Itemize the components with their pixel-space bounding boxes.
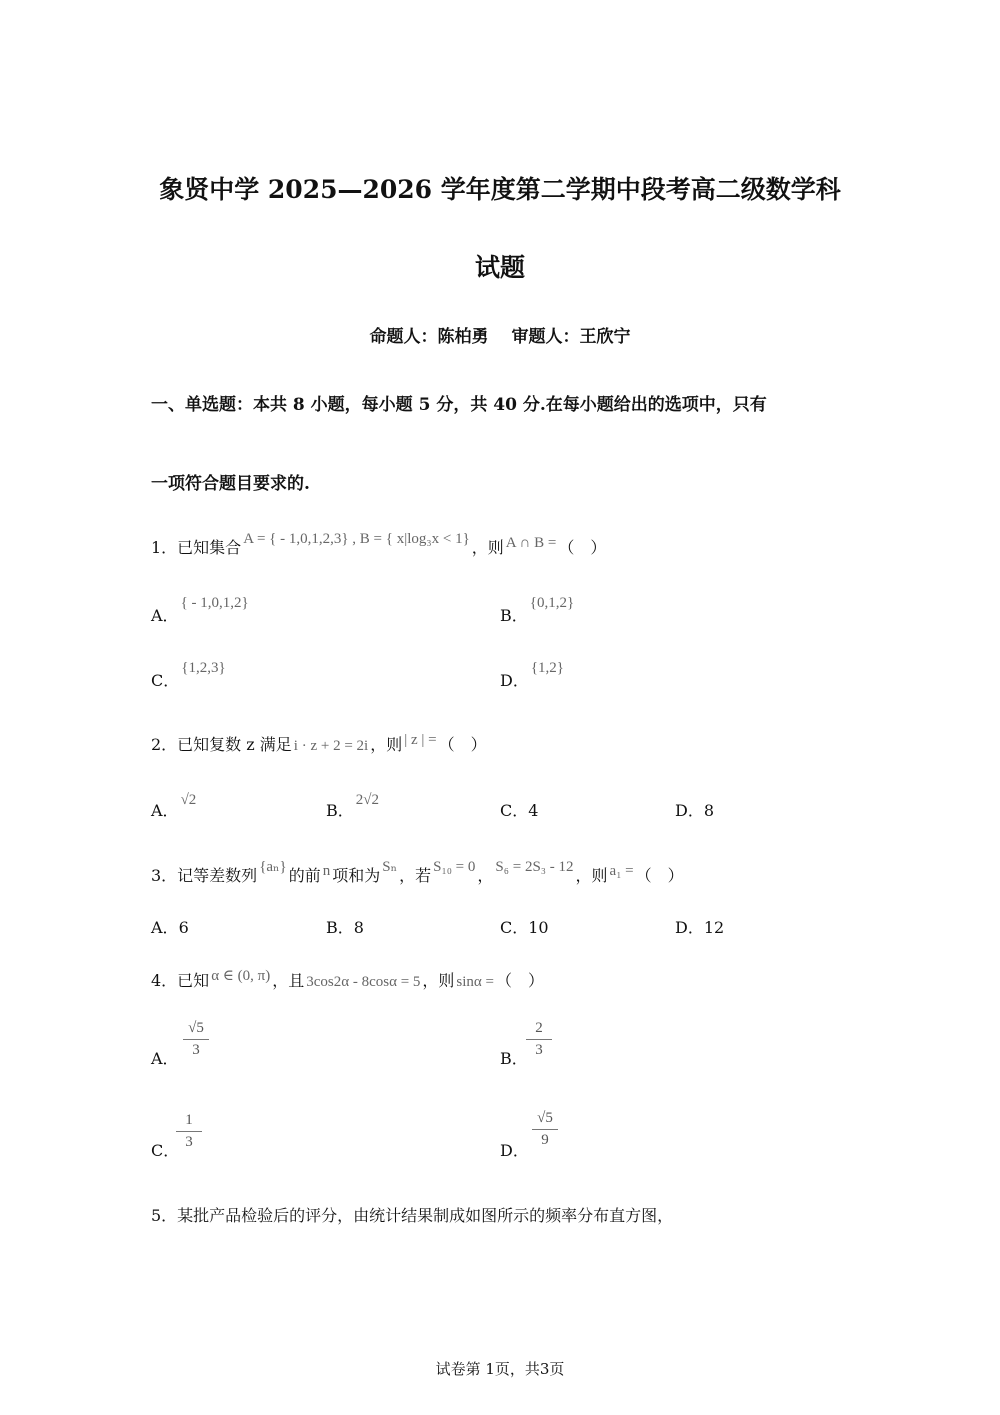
question-4-prefix: 4．已知 bbox=[151, 971, 210, 990]
fraction-numerator: 1 bbox=[176, 1112, 202, 1132]
section-heading-line2: 一项符合题目要求的. bbox=[151, 474, 310, 494]
question-3-text: ，若 bbox=[399, 866, 432, 885]
fraction-numerator: √5 bbox=[183, 1020, 209, 1040]
option-value: 2√2 bbox=[355, 792, 379, 808]
question-2-option-b bbox=[326, 792, 381, 821]
question-4-option-b-fraction bbox=[526, 1020, 552, 1059]
question-4-math-equation: 3cos2α - 8cosα = 5 bbox=[306, 974, 421, 990]
question-3-text: 项和为 bbox=[332, 866, 381, 885]
option-value: 6 bbox=[178, 918, 189, 937]
question-3-prefix: 3．记等差数列 bbox=[151, 866, 258, 885]
question-2-option-c bbox=[500, 798, 538, 821]
question-1-option-b bbox=[500, 595, 576, 626]
question-3-math-n: n bbox=[322, 863, 331, 879]
author-line: 命题人：陈柏勇 审题人：王欣宁 bbox=[369, 327, 631, 347]
question-1-math-intersection: A ∩ B = bbox=[505, 535, 557, 551]
option-value: 8 bbox=[703, 801, 715, 820]
question-1-option-a bbox=[151, 595, 251, 626]
question-3-option-c bbox=[500, 915, 549, 938]
page-footer: 试卷第 1页，共3页 bbox=[435, 1360, 565, 1378]
option-value: {0,1,2} bbox=[529, 595, 575, 611]
question-4-option-d-fraction bbox=[532, 1110, 558, 1149]
question-2-suffix: （ ） bbox=[438, 735, 487, 754]
question-2 bbox=[151, 732, 487, 755]
question-3-math-a1: a₁ = bbox=[609, 863, 634, 879]
question-4-math-sin: sinα = bbox=[456, 974, 494, 990]
fraction-numerator: 2 bbox=[526, 1020, 552, 1040]
question-4-option-c-label: C． bbox=[151, 1141, 180, 1160]
question-1-math-sets: A = { - 1,0,1,2,3} , B = { x|log₃x < 1} bbox=[243, 531, 470, 547]
option-value: 10 bbox=[528, 918, 549, 937]
option-label: C． bbox=[151, 671, 180, 690]
option-label: D． bbox=[675, 801, 704, 820]
fraction-denominator: 3 bbox=[185, 1134, 193, 1150]
question-3-math-s6: S₆ = 2S₃ - 12 bbox=[495, 859, 574, 875]
question-4-suffix: （ ） bbox=[496, 971, 545, 990]
fraction-denominator: 3 bbox=[192, 1042, 200, 1058]
question-2-option-a bbox=[151, 792, 198, 821]
question-3-text: ，则 bbox=[575, 866, 608, 885]
question-2-mid: ，则 bbox=[370, 735, 403, 754]
question-3-math-sequence: {aₙ} bbox=[259, 859, 287, 875]
option-label: D． bbox=[500, 671, 529, 690]
option-value: {1,2,3} bbox=[181, 660, 226, 676]
question-3-option-b bbox=[326, 915, 364, 938]
question-4 bbox=[151, 968, 544, 991]
option-value: √2 bbox=[180, 792, 197, 808]
option-value: 4 bbox=[528, 801, 539, 820]
option-label: C． bbox=[500, 801, 529, 820]
question-3 bbox=[151, 859, 684, 886]
question-3-text: 的前 bbox=[288, 866, 321, 885]
option-value: 12 bbox=[703, 918, 725, 937]
option-value: 8 bbox=[353, 918, 364, 937]
question-4-text: ，且 bbox=[272, 971, 305, 990]
question-1-mid: ，则 bbox=[471, 538, 504, 557]
question-4-option-a-label: A． bbox=[151, 1049, 179, 1068]
question-2-prefix: 2．已知复数 z 满足 bbox=[151, 735, 292, 754]
question-4-option-b-label: B． bbox=[500, 1049, 528, 1068]
question-2-option-d bbox=[675, 798, 714, 821]
question-1-option-d bbox=[500, 660, 566, 691]
question-1-option-c bbox=[151, 660, 228, 691]
section-heading-line1: 一、单选题：本共 8 小题，每小题 5 分，共 40 分.在每小题给出的选项中，只有 bbox=[151, 395, 767, 415]
option-label: A． bbox=[151, 606, 179, 625]
question-4-option-c-fraction bbox=[176, 1112, 202, 1151]
question-5: 5．某批产品检验后的评分，由统计结果制成如图所示的频率分布直方图， bbox=[151, 1206, 674, 1225]
question-2-math-modulus: | z | = bbox=[404, 732, 437, 748]
option-label: A． bbox=[151, 801, 179, 820]
question-4-text: ，则 bbox=[422, 971, 455, 990]
exam-title-line1: 象贤中学 2025—2026 学年度第二学期中段考高二级数学科 bbox=[159, 175, 841, 204]
question-4-option-a-fraction bbox=[183, 1020, 209, 1059]
option-label: B． bbox=[326, 801, 354, 820]
option-label: B． bbox=[500, 606, 528, 625]
question-3-option-d bbox=[675, 915, 724, 938]
question-3-text: ， bbox=[477, 866, 494, 885]
question-3-option-a bbox=[151, 915, 189, 938]
question-2-math-equation: i · z + 2 = 2i bbox=[293, 738, 369, 754]
question-3-math-s10: S₁₀ = 0 bbox=[433, 859, 476, 875]
option-value: { - 1,0,1,2} bbox=[180, 595, 249, 611]
option-label: A． bbox=[151, 918, 179, 937]
option-label: B． bbox=[326, 918, 354, 937]
fraction-denominator: 3 bbox=[535, 1042, 543, 1058]
question-1 bbox=[151, 531, 607, 558]
fraction-numerator: √5 bbox=[532, 1110, 558, 1130]
question-4-option-d-label: D． bbox=[500, 1141, 529, 1160]
fraction-denominator: 9 bbox=[541, 1132, 549, 1148]
question-3-math-sn: Sₙ bbox=[382, 859, 398, 875]
question-1-suffix: （ ） bbox=[558, 538, 607, 557]
question-1-prefix: 1．已知集合 bbox=[151, 538, 242, 557]
option-label: C． bbox=[500, 918, 529, 937]
exam-title-line2: 试题 bbox=[474, 253, 525, 282]
question-4-math-alpha-range: α ∈ (0, π) bbox=[211, 968, 271, 984]
option-label: D． bbox=[675, 918, 704, 937]
question-3-suffix: （ ） bbox=[635, 866, 684, 885]
option-value: {1,2} bbox=[530, 660, 564, 676]
